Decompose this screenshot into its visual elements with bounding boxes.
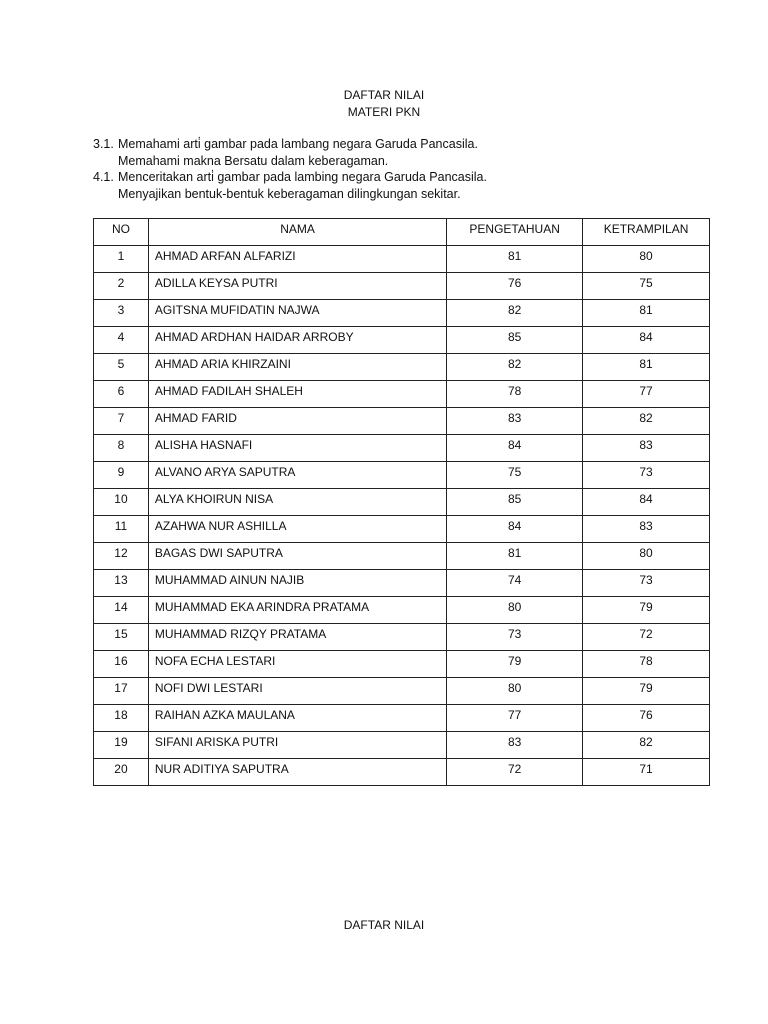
cell-nama: AHMAD FADILAH SHALEH — [148, 381, 446, 408]
objective-text: Menyajikan bentuk-bentuk keberagaman dilingkungan sekitar. — [118, 186, 461, 201]
table-row — [94, 705, 710, 732]
cell-no: 12 — [94, 543, 149, 570]
cell-nama: BAGAS DWI SAPUTRA — [148, 543, 446, 570]
cell-pengetahuan: 72 — [447, 759, 583, 786]
table-body — [94, 246, 710, 786]
header-pengetahuan: PENGETAHUAN — [447, 219, 583, 246]
cell-nama: ALYA KHOIRUN NISA — [148, 489, 446, 516]
cell-ketrampilan: 83 — [583, 516, 710, 543]
table-row — [94, 543, 710, 570]
cell-ketrampilan: 75 — [583, 273, 710, 300]
cell-no: 2 — [94, 273, 149, 300]
table-row — [94, 327, 710, 354]
cell-pengetahuan: 82 — [447, 354, 583, 381]
cell-pengetahuan: 85 — [447, 327, 583, 354]
cell-ketrampilan: 79 — [583, 597, 710, 624]
cell-ketrampilan: 81 — [583, 354, 710, 381]
table-row — [94, 651, 710, 678]
cell-no: 5 — [94, 354, 149, 381]
cell-pengetahuan: 84 — [447, 435, 583, 462]
cell-no: 7 — [94, 408, 149, 435]
cell-no: 3 — [94, 300, 149, 327]
cell-no: 11 — [94, 516, 149, 543]
cell-pengetahuan: 81 — [447, 543, 583, 570]
table-row — [94, 408, 710, 435]
cell-ketrampilan: 79 — [583, 678, 710, 705]
cell-no: 13 — [94, 570, 149, 597]
cell-ketrampilan: 71 — [583, 759, 710, 786]
objective-number: 3.1. — [93, 137, 114, 151]
table-row — [94, 570, 710, 597]
page-title: DAFTAR NILAI — [343, 88, 425, 102]
table-row — [94, 381, 710, 408]
cell-pengetahuan: 85 — [447, 489, 583, 516]
cell-ketrampilan: 81 — [583, 300, 710, 327]
cell-nama: AZAHWA NUR ASHILLA — [148, 516, 446, 543]
cell-nama: AHMAD FARID — [148, 408, 446, 435]
cell-nama: NOFA ECHA LESTARI — [148, 651, 446, 678]
cell-ketrampilan: 82 — [583, 408, 710, 435]
cell-ketrampilan: 76 — [583, 705, 710, 732]
cell-nama: ADILLA KEYSA PUTRI — [148, 273, 446, 300]
learning-objectives — [93, 136, 487, 202]
table-row — [94, 516, 710, 543]
table-row — [94, 624, 710, 651]
cell-no: 17 — [94, 678, 149, 705]
objective-text: Memahami makna Bersatu dalam keberagaman. — [118, 153, 389, 168]
cell-pengetahuan: 73 — [447, 624, 583, 651]
header-nama: NAMA — [148, 219, 446, 246]
cell-pengetahuan: 79 — [447, 651, 583, 678]
cell-pengetahuan: 80 — [447, 678, 583, 705]
objective-line — [93, 136, 487, 153]
table-row — [94, 300, 710, 327]
cell-nama: MUHAMMAD AINUN NAJIB — [148, 570, 446, 597]
cell-ketrampilan: 82 — [583, 732, 710, 759]
table-row — [94, 246, 710, 273]
objective-line — [93, 153, 487, 170]
cell-no: 16 — [94, 651, 149, 678]
cell-nama: AGITSNA MUFIDATIN NAJWA — [148, 300, 446, 327]
cell-pengetahuan: 80 — [447, 597, 583, 624]
objective-text: Memahami arti̇ gambar pada lambang negara Garuda Pancasila. — [118, 137, 478, 151]
page-subtitle: MATERI PKN — [347, 105, 421, 119]
cell-no: 9 — [94, 462, 149, 489]
cell-ketrampilan: 80 — [583, 246, 710, 273]
cell-no: 15 — [94, 624, 149, 651]
cell-pengetahuan: 78 — [447, 381, 583, 408]
cell-nama: MUHAMMAD EKA ARINDRA PRATAMA — [148, 597, 446, 624]
cell-nama: NOFI DWI LESTARI — [148, 678, 446, 705]
cell-no: 19 — [94, 732, 149, 759]
cell-pengetahuan: 83 — [447, 732, 583, 759]
header-no: NO — [94, 219, 149, 246]
cell-pengetahuan: 77 — [447, 705, 583, 732]
table-row — [94, 354, 710, 381]
objective-text: Menceritakan arti̇ gambar pada lambing negara Garuda Pancasila. — [118, 170, 487, 184]
cell-nama: MUHAMMAD RIZQY PRATAMA — [148, 624, 446, 651]
next-page-title: DAFTAR NILAI — [343, 918, 425, 932]
cell-pengetahuan: 84 — [447, 516, 583, 543]
cell-pengetahuan: 82 — [447, 300, 583, 327]
cell-no: 8 — [94, 435, 149, 462]
cell-ketrampilan: 78 — [583, 651, 710, 678]
cell-nama: ALVANO ARYA SAPUTRA — [148, 462, 446, 489]
cell-nama: SIFANI ARISKA PUTRI — [148, 732, 446, 759]
cell-pengetahuan: 76 — [447, 273, 583, 300]
cell-pengetahuan: 74 — [447, 570, 583, 597]
cell-nama: RAIHAN AZKA MAULANA — [148, 705, 446, 732]
cell-nama: AHMAD ARDHAN HAIDAR ARROBY — [148, 327, 446, 354]
table-row — [94, 597, 710, 624]
table-header-row — [94, 219, 710, 246]
objective-number: 4.1. — [93, 170, 114, 184]
cell-ketrampilan: 72 — [583, 624, 710, 651]
cell-ketrampilan: 73 — [583, 570, 710, 597]
table-row — [94, 732, 710, 759]
cell-ketrampilan: 84 — [583, 327, 710, 354]
table-row — [94, 678, 710, 705]
cell-ketrampilan: 80 — [583, 543, 710, 570]
objective-line — [93, 169, 487, 186]
header-ketrampilan: KETRAMPILAN — [583, 219, 710, 246]
cell-ketrampilan: 83 — [583, 435, 710, 462]
cell-ketrampilan: 73 — [583, 462, 710, 489]
table-row — [94, 462, 710, 489]
cell-no: 20 — [94, 759, 149, 786]
cell-no: 4 — [94, 327, 149, 354]
cell-no: 10 — [94, 489, 149, 516]
cell-nama: NUR ADITIYA SAPUTRA — [148, 759, 446, 786]
grades-table — [93, 218, 710, 786]
cell-pengetahuan: 75 — [447, 462, 583, 489]
table-row — [94, 489, 710, 516]
cell-nama: ALISHA HASNAFI — [148, 435, 446, 462]
cell-nama: AHMAD ARFAN ALFARIZI — [148, 246, 446, 273]
table-row — [94, 273, 710, 300]
table-row — [94, 759, 710, 786]
objective-line — [93, 186, 487, 203]
cell-no: 1 — [94, 246, 149, 273]
cell-no: 14 — [94, 597, 149, 624]
cell-no: 18 — [94, 705, 149, 732]
cell-nama: AHMAD ARIA KHIRZAINI — [148, 354, 446, 381]
table-row — [94, 435, 710, 462]
cell-ketrampilan: 84 — [583, 489, 710, 516]
cell-ketrampilan: 77 — [583, 381, 710, 408]
cell-no: 6 — [94, 381, 149, 408]
cell-pengetahuan: 83 — [447, 408, 583, 435]
cell-pengetahuan: 81 — [447, 246, 583, 273]
